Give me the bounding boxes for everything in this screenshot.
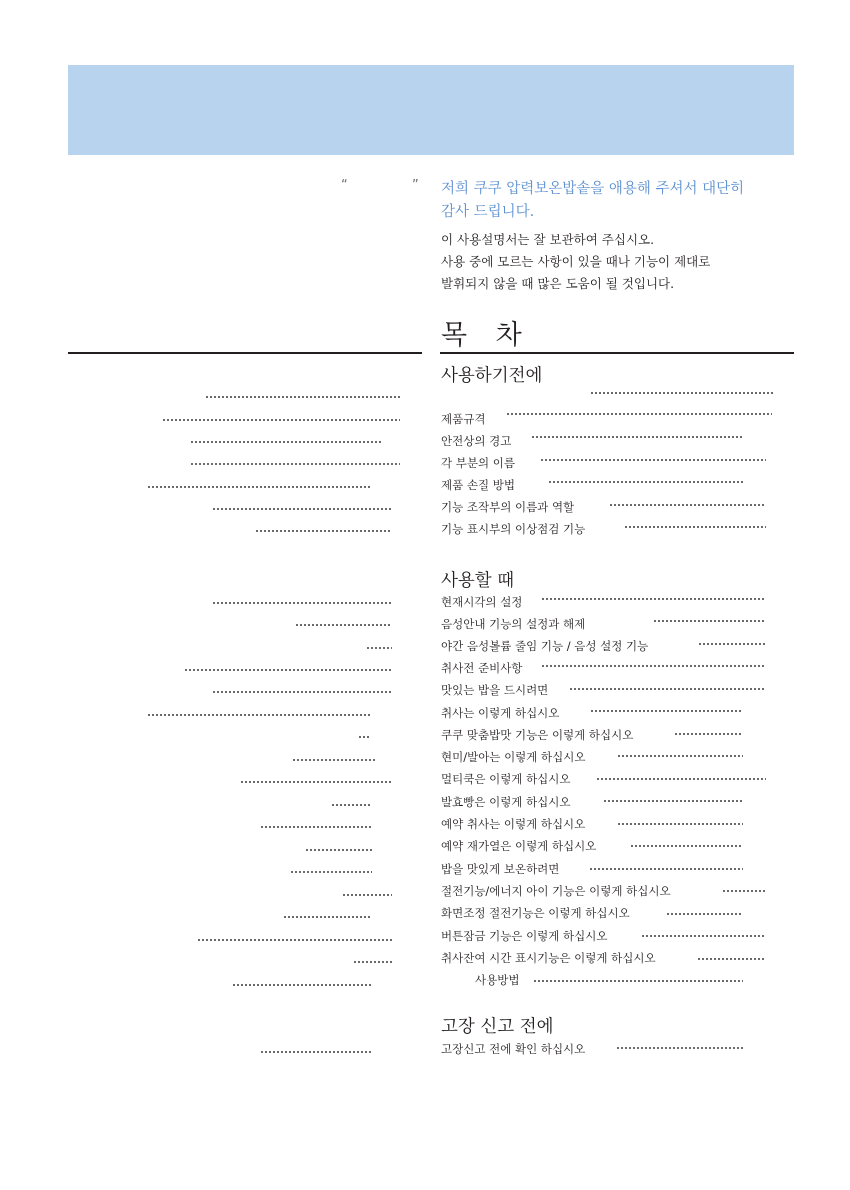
toc-entry[interactable] [441,862,559,876]
left-leader-dots [190,463,400,465]
toc-entry[interactable] [441,456,515,470]
toc-entry-label: 밥을 맛있게 보온하려면 [441,862,560,876]
toc-entry[interactable] [441,683,548,697]
leader-dots [641,935,766,937]
toc-entry[interactable] [441,1042,585,1056]
toc-entry-label: 고장신고 전에 확인 하십시오 [441,1042,586,1056]
toc-entry-label: 기능 조작부의 이름과 역할 [441,500,575,514]
toc-entry-label: 야간 음성볼륨 줄임 기능 / 음성 설정 기능 [441,639,649,653]
left-leader-dots [290,871,372,873]
toc-entry-label: 발효빵은 이렇게 하십시오 [441,795,571,809]
toc-entry-label: 현미/발아는 이렇게 하십시오 [441,750,586,764]
toc-entry[interactable] [475,973,519,987]
toc-entry[interactable] [441,817,585,831]
left-leader-dots [212,602,392,604]
toc-entry[interactable] [441,412,485,426]
left-leader-dots [147,714,371,716]
leader-dots [624,526,766,528]
left-leader-dots [342,894,392,896]
left-leader-dots [255,530,392,532]
leader-dots [653,620,766,622]
toc-entry-label: 취사잔여 시간 표시기능은 이렇게 하십시오 [441,951,656,965]
toc-entry[interactable] [441,728,633,742]
toc-entry[interactable] [441,839,596,853]
left-leader-dots [305,849,372,851]
leader-dots [698,643,766,645]
toc-entry-label: 쿠쿠 맞춤밥맛 기능은 이렇게 하십시오 [441,728,634,742]
leader-dots [609,504,766,506]
leader-dots [531,436,743,438]
leader-dots [603,800,743,802]
toc-divider [440,352,794,354]
toc-entry-label: 사용방법 [475,973,520,987]
left-leader-dots [162,419,400,421]
leader-dots [590,710,743,712]
left-leader-dots [147,486,371,488]
left-leader-dots [366,647,392,649]
thanks-line-1: 저희 쿠쿠 압력보온밥솥을 애용해 주셔서 대단히 [441,181,745,197]
toc-entry-label: 예약 취사는 이렇게 하십시오 [441,817,586,831]
leader-dots [541,598,766,600]
intro-line-3: 발휘되지 않을 때 많은 도움이 될 것입니다. [441,276,675,291]
toc-entry-label: 멀티쿡은 이렇게 하십시오 [441,772,571,786]
intro-line-1: 이 사용설명서는 잘 보관하여 주십시오. [441,232,655,247]
toc-entry-label: 취사는 이렇게 하십시오 [441,706,560,720]
toc-entry-label: 안전상의 경고 [441,434,512,448]
left-leader-dots [190,441,383,443]
toc-entry[interactable] [441,951,656,965]
toc-entry-label: 제품규격 [441,412,486,426]
section-leader-dots [590,392,774,394]
left-leader-dots [331,804,372,806]
left-leader-dots [353,961,392,963]
toc-entry-label: 기능 표시부의 이상점검 기능 [441,522,586,536]
toc-entry-label: 맛있는 밥을 드시려면 [441,683,549,697]
toc-entry[interactable] [441,772,571,786]
intro-line-2: 사용 중에 모르는 사항이 있을 때나 기능이 제대로 [441,254,711,269]
toc-section-before-repair: 고장 신고 전에 [441,1017,554,1037]
leader-dots [666,913,743,915]
left-leader-dots [184,669,392,671]
toc-entry[interactable] [441,884,671,898]
toc-entry-label: 절전기능/에너지 아이 기능은 이렇게 하십시오 [441,884,671,898]
open-quote-mark: “ [341,178,348,193]
leader-dots [533,980,743,982]
leader-dots [674,733,743,735]
leader-dots [548,481,743,483]
leader-dots [596,778,766,780]
close-quote-mark: ” [412,178,419,193]
toc-entry[interactable] [441,617,585,631]
toc-entry[interactable] [441,795,571,809]
header-banner [68,65,794,155]
leader-dots [540,459,766,461]
toc-entry[interactable] [441,929,608,943]
toc-section-before-use: 사용하기전에 [441,366,543,386]
toc-section-during-use: 사용할 때 [441,571,515,591]
toc-entry[interactable] [441,750,586,764]
leader-dots [589,868,743,870]
left-leader-dots [260,826,372,828]
leader-dots [630,845,743,847]
left-leader-dots [295,624,392,626]
toc-entry-label: 버튼잠금 기능은 이렇게 하십시오 [441,929,608,943]
leader-dots [722,890,766,892]
leader-dots [506,413,772,415]
toc-entry-label: 화면조정 절전기능은 이렇게 하십시오 [441,906,630,920]
intro-paragraph [441,229,786,295]
left-leader-dots [292,759,376,761]
left-leader-dots [205,396,400,398]
left-leader-dots [240,781,392,783]
thanks-line-2: 감사 드립니다. [441,204,535,220]
left-divider [68,352,422,354]
toc-entry[interactable] [441,639,648,653]
leader-dots [616,1047,743,1049]
left-leader-dots [212,508,392,510]
toc-entry-label: 현재시각의 설정 [441,595,523,609]
toc-entry[interactable] [441,661,522,675]
toc-entry-label: 음성안내 기능의 설정과 해제 [441,617,586,631]
left-leader-dots [197,939,392,941]
thanks-message [441,178,781,224]
toc-entry[interactable] [441,906,630,920]
toc-entry-label: 제품 손질 방법 [441,478,515,492]
toc-entry-label: 취사전 준비사항 [441,661,523,675]
toc-entry[interactable] [441,595,522,609]
toc-entry[interactable] [441,706,559,720]
left-leader-dots [283,916,372,918]
left-leader-dots [212,691,392,693]
toc-entry-label: 예약 재가열은 이렇게 하십시오 [441,839,597,853]
toc-entry[interactable] [441,522,585,536]
leader-dots [541,665,766,667]
toc-title: 목 차 [441,320,532,351]
leader-dots [569,688,764,690]
toc-entry-label: 각 부분의 이름 [441,456,515,470]
toc-entry[interactable] [441,434,511,448]
left-leader-dots [358,736,371,738]
leader-dots [697,958,766,960]
toc-entry[interactable] [441,478,515,492]
leader-dots [617,755,743,757]
toc-entry[interactable] [441,500,574,514]
left-leader-dots [260,1051,372,1053]
left-leader-dots [232,984,371,986]
leader-dots [617,823,743,825]
